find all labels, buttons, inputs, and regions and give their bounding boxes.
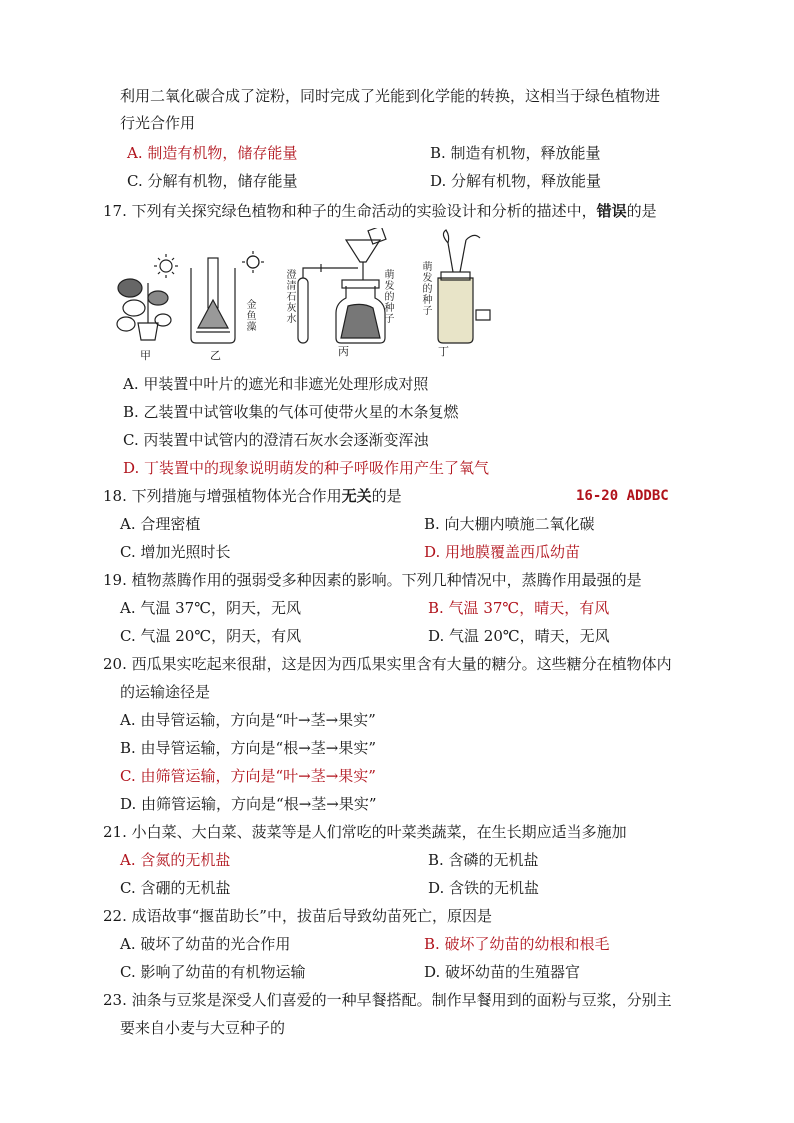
experiment-figure (108, 228, 508, 368)
q18-option-d: D. 用地膜覆盖西瓜幼苗 (424, 543, 581, 561)
q17-stem-pre: 17. 下列有关探究绿色植物和种子的生命活动的实验设计和分析的描述中， (103, 202, 597, 220)
q18-option-c: C. 增加光照时长 (120, 543, 231, 561)
q22-option-d: D. 破坏幼苗的生殖器官 (424, 963, 581, 981)
q18-stem-post: 的是 (371, 487, 402, 505)
q20-option-d: D. 由筛管运输，方向是“根→茎→果实” (120, 795, 377, 813)
fig-label-ding: 丁 (438, 345, 449, 358)
q16-option-c: C. 分解有机物，储存能量 (127, 172, 298, 190)
intro-line-2: 行光合作用 (120, 114, 196, 132)
q19-option-b: B. 气温 37℃，晴天，有风 (428, 599, 610, 617)
fig-label-bing-seeds: 萌发的种子 (384, 270, 395, 325)
q20-stem-line-2: 的运输途径是 (120, 683, 211, 701)
q17-option-b: B. 乙装置中试管收集的气体可使带火星的木条复燃 (123, 403, 459, 421)
q23-stem-line-2: 要来自小麦与大豆种子的 (120, 1019, 286, 1037)
q21-option-a: A. 含氮的无机盐 (120, 851, 231, 869)
q20-option-c: C. 由筛管运输，方向是“叶→茎→果实” (120, 767, 376, 785)
ding-apparatus (438, 230, 490, 343)
q20-option-a: A. 由导管运输，方向是“叶→茎→果实” (120, 711, 376, 729)
fig-label-bing: 丙 (338, 345, 349, 358)
q17-option-c: C. 丙装置中试管内的澄清石灰水会逐渐变浑浊 (123, 431, 429, 449)
q19-option-c: C. 气温 20℃，阴天，有风 (120, 627, 302, 645)
q18-stem (103, 486, 402, 506)
q18-stem-pre: 18. 下列措施与增强植物体光合作用 (103, 487, 342, 505)
q19-stem: 19. 植物蒸腾作用的强弱受多种因素的影响。下列几种情况中，蒸腾作用最强的是 (103, 571, 642, 589)
q17-option-d: D. 丁装置中的现象说明萌发的种子呼吸作用产生了氧气 (123, 459, 490, 477)
q21-stem: 21. 小白菜、大白菜、菠菜等是人们常吃的叶菜类蔬菜，在生长期应适当多施加 (103, 823, 627, 841)
q16-option-a: A. 制造有机物，储存能量 (127, 144, 298, 162)
q22-option-c: C. 影响了幼苗的有机物运输 (120, 963, 306, 981)
q21-option-c: C. 含硼的无机盐 (120, 879, 231, 897)
q19-option-a: A. 气温 37℃，阴天，无风 (120, 599, 302, 617)
sun-icon (247, 256, 259, 268)
bing-apparatus (298, 228, 386, 343)
q21-option-b: B. 含磷的无机盐 (428, 851, 539, 869)
intro-line-1: 利用二氧化碳合成了淀粉，同时完成了光能到化学能的转换，这相当于绿色植物进 (120, 87, 661, 105)
q18-option-b: B. 向大棚内喷施二氧化碳 (424, 515, 595, 533)
q16-option-b: B. 制造有机物，释放能量 (430, 144, 601, 162)
q20-option-b: B. 由导管运输，方向是“根→茎→果实” (120, 739, 377, 757)
fig-label-yi: 乙 (210, 349, 221, 362)
jia-apparatus (117, 254, 178, 340)
q17-stem (103, 201, 657, 221)
fig-label-ding-seeds: 萌发的种子 (422, 262, 433, 317)
q22-option-a: A. 破坏了幼苗的光合作用 (120, 935, 291, 953)
q19-option-d: D. 气温 20℃，晴天，无风 (428, 627, 610, 645)
q20-stem-line-1: 20. 西瓜果实吃起来很甜，这是因为西瓜果实里含有大量的糖分。这些糖分在植物体内 (103, 655, 672, 673)
q18-option-a: A. 合理密植 (120, 515, 201, 533)
q22-stem: 22. 成语故事“揠苗助长”中，拔苗后导致幼苗死亡，原因是 (103, 907, 492, 925)
q17-stem-keyword: 错误 (596, 202, 627, 220)
fig-label-limewater: 澄清石灰水 (286, 270, 297, 325)
fig-label-jia: 甲 (140, 349, 151, 362)
q23-stem-line-1: 23. 油条与豆浆是深受人们喜爱的一种早餐搭配。制作早餐用到的面粉与豆浆，分别主 (103, 991, 672, 1009)
q17-stem-post: 的是 (626, 202, 657, 220)
q17-option-a: A. 甲装置中叶片的遮光和非遮光处理形成对照 (123, 375, 429, 393)
q21-option-d: D. 含铁的无机盐 (428, 879, 540, 897)
fig-label-waterweed: 金鱼藻 (246, 300, 257, 333)
q16-option-d: D. 分解有机物，释放能量 (430, 172, 602, 190)
answer-key: 16-20 ADDBC (576, 488, 669, 504)
q18-stem-keyword: 无关 (341, 487, 372, 505)
q22-option-b: B. 破坏了幼苗的幼根和根毛 (424, 935, 610, 953)
